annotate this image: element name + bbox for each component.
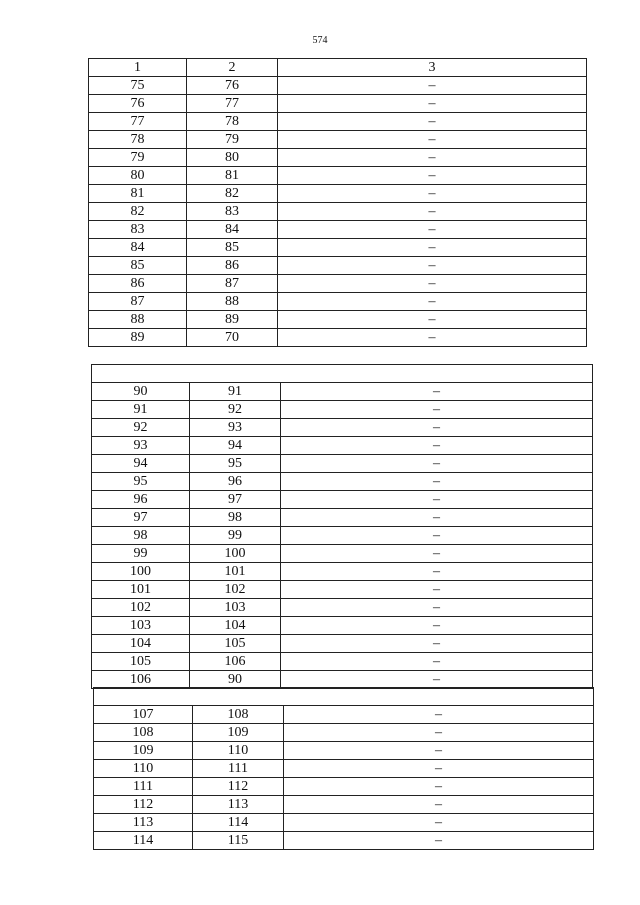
table-cell-col-2: 89 bbox=[187, 311, 278, 329]
table-cell-col-2: 96 bbox=[190, 473, 281, 491]
table-cell-col-1: 87 bbox=[89, 293, 187, 311]
table-cell-col-1: 109 bbox=[94, 742, 193, 760]
data-table-section-3 bbox=[93, 687, 594, 850]
table-cell-col-1: 104 bbox=[92, 635, 190, 653]
table-cell-col-1: 101 bbox=[92, 581, 190, 599]
table-cell-col-3: – bbox=[278, 239, 587, 257]
table-cell-col-1: 114 bbox=[94, 832, 193, 850]
table-cell-col-1: 94 bbox=[92, 455, 190, 473]
table-row bbox=[94, 778, 594, 796]
table-row bbox=[92, 581, 593, 599]
table-body bbox=[92, 365, 593, 689]
table-row bbox=[92, 563, 593, 581]
table-body bbox=[94, 688, 594, 850]
table-cell-col-3: – bbox=[284, 796, 594, 814]
section-separator-row bbox=[94, 688, 594, 706]
table-cell-col-2: 102 bbox=[190, 581, 281, 599]
table-row bbox=[92, 599, 593, 617]
table-row bbox=[89, 113, 587, 131]
table-cell-col-3: – bbox=[278, 167, 587, 185]
table-cell-col-2: 88 bbox=[187, 293, 278, 311]
table-row bbox=[94, 742, 594, 760]
section-separator bbox=[94, 688, 594, 706]
table-cell-col-3: – bbox=[281, 455, 593, 473]
table-cell-col-3: – bbox=[278, 131, 587, 149]
table-cell-col-1: 99 bbox=[92, 545, 190, 563]
table-cell-col-2: 113 bbox=[193, 796, 284, 814]
table-cell-col-2: 100 bbox=[190, 545, 281, 563]
table-cell-col-2: 93 bbox=[190, 419, 281, 437]
table-row bbox=[89, 239, 587, 257]
table-row bbox=[94, 706, 594, 724]
table-cell-col-3: – bbox=[281, 671, 593, 689]
table-cell-col-1: 75 bbox=[89, 77, 187, 95]
table-row bbox=[89, 167, 587, 185]
table-cell-col-2: 70 bbox=[187, 329, 278, 347]
table-cell-col-3: – bbox=[278, 329, 587, 347]
table-cell-col-1: 91 bbox=[92, 401, 190, 419]
table-cell-col-2: 86 bbox=[187, 257, 278, 275]
table-row bbox=[92, 617, 593, 635]
table-cell-col-2: 114 bbox=[193, 814, 284, 832]
table-cell-col-2: 94 bbox=[190, 437, 281, 455]
table-cell-col-1: 98 bbox=[92, 527, 190, 545]
table-cell-col-2: 105 bbox=[190, 635, 281, 653]
table-cell-col-3: – bbox=[278, 221, 587, 239]
table-cell-col-2: 109 bbox=[193, 724, 284, 742]
table-row bbox=[92, 635, 593, 653]
table-cell-col-1: 90 bbox=[92, 383, 190, 401]
table-cell-col-2: 104 bbox=[190, 617, 281, 635]
table-cell-col-1: 112 bbox=[94, 796, 193, 814]
table-cell-col-2: 78 bbox=[187, 113, 278, 131]
table-cell-col-1: 100 bbox=[92, 563, 190, 581]
table-cell-col-3: – bbox=[281, 545, 593, 563]
table-cell-col-1: 88 bbox=[89, 311, 187, 329]
table-body bbox=[89, 59, 587, 347]
table-cell-col-1: 106 bbox=[92, 671, 190, 689]
table-cell-col-2: 101 bbox=[190, 563, 281, 581]
table-cell-col-2: 85 bbox=[187, 239, 278, 257]
table-cell-col-1: 102 bbox=[92, 599, 190, 617]
table-cell-col-2: 106 bbox=[190, 653, 281, 671]
table-cell-col-2: 98 bbox=[190, 509, 281, 527]
table-row bbox=[92, 401, 593, 419]
data-table-section-2 bbox=[91, 364, 593, 689]
table-cell-col-1: 110 bbox=[94, 760, 193, 778]
table-cell-col-1: 92 bbox=[92, 419, 190, 437]
table-row bbox=[89, 77, 587, 95]
table-row bbox=[89, 185, 587, 203]
table-cell-col-1: 107 bbox=[94, 706, 193, 724]
table-row bbox=[92, 653, 593, 671]
table-cell-col-3: – bbox=[278, 203, 587, 221]
table-cell-col-2: 76 bbox=[187, 77, 278, 95]
table-cell-col-3: – bbox=[278, 257, 587, 275]
table-cell-col-2: 112 bbox=[193, 778, 284, 796]
table-cell-col-2: 99 bbox=[190, 527, 281, 545]
table-cell-col-3: – bbox=[281, 509, 593, 527]
table-cell-col-3: – bbox=[284, 706, 594, 724]
table-cell-col-1: 80 bbox=[89, 167, 187, 185]
table-cell-col-3: – bbox=[278, 293, 587, 311]
table-cell-col-3: – bbox=[281, 581, 593, 599]
table-cell-col-1: 103 bbox=[92, 617, 190, 635]
column-header-3: 3 bbox=[278, 59, 587, 77]
table-cell-col-3: – bbox=[284, 778, 594, 796]
table-row bbox=[89, 293, 587, 311]
table-row bbox=[92, 527, 593, 545]
table-row bbox=[94, 832, 594, 850]
table-row bbox=[92, 419, 593, 437]
table-cell-col-2: 110 bbox=[193, 742, 284, 760]
table-cell-col-3: – bbox=[278, 95, 587, 113]
table-row bbox=[89, 257, 587, 275]
table-cell-col-1: 83 bbox=[89, 221, 187, 239]
table-row bbox=[89, 149, 587, 167]
table-cell-col-2: 80 bbox=[187, 149, 278, 167]
table-cell-col-3: – bbox=[281, 419, 593, 437]
table-cell-col-3: – bbox=[281, 527, 593, 545]
table-cell-col-2: 87 bbox=[187, 275, 278, 293]
table-cell-col-3: – bbox=[278, 77, 587, 95]
table-cell-col-1: 84 bbox=[89, 239, 187, 257]
table-row bbox=[92, 671, 593, 689]
table-row bbox=[89, 203, 587, 221]
table-row bbox=[89, 95, 587, 113]
table-row bbox=[89, 131, 587, 149]
table-cell-col-1: 85 bbox=[89, 257, 187, 275]
table-cell-col-2: 111 bbox=[193, 760, 284, 778]
table-cell-col-3: – bbox=[281, 401, 593, 419]
table-cell-col-2: 115 bbox=[193, 832, 284, 850]
table-cell-col-1: 96 bbox=[92, 491, 190, 509]
table-cell-col-2: 108 bbox=[193, 706, 284, 724]
table-row bbox=[89, 329, 587, 347]
table-cell-col-3: – bbox=[281, 635, 593, 653]
table-cell-col-1: 81 bbox=[89, 185, 187, 203]
table-cell-col-2: 91 bbox=[190, 383, 281, 401]
table-cell-col-2: 82 bbox=[187, 185, 278, 203]
table-cell-col-3: – bbox=[281, 437, 593, 455]
table-cell-col-1: 86 bbox=[89, 275, 187, 293]
table-cell-col-3: – bbox=[278, 113, 587, 131]
table-row bbox=[92, 545, 593, 563]
table-cell-col-3: – bbox=[278, 275, 587, 293]
table-cell-col-3: – bbox=[278, 149, 587, 167]
table-cell-col-1: 89 bbox=[89, 329, 187, 347]
table-cell-col-3: – bbox=[284, 814, 594, 832]
header-row bbox=[89, 59, 587, 77]
table-cell-col-3: – bbox=[284, 832, 594, 850]
table-row bbox=[92, 473, 593, 491]
table-row bbox=[89, 275, 587, 293]
table-cell-col-1: 113 bbox=[94, 814, 193, 832]
table-cell-col-3: – bbox=[278, 185, 587, 203]
table-cell-col-2: 83 bbox=[187, 203, 278, 221]
page-number: 574 bbox=[312, 35, 328, 46]
table-cell-col-3: – bbox=[281, 563, 593, 581]
table-cell-col-3: – bbox=[284, 760, 594, 778]
table-cell-col-3: – bbox=[281, 653, 593, 671]
table-cell-col-1: 77 bbox=[89, 113, 187, 131]
table-cell-col-1: 76 bbox=[89, 95, 187, 113]
table-cell-col-3: – bbox=[281, 599, 593, 617]
table-cell-col-3: – bbox=[284, 724, 594, 742]
table-cell-col-1: 111 bbox=[94, 778, 193, 796]
table-cell-col-2: 90 bbox=[190, 671, 281, 689]
table-row bbox=[94, 724, 594, 742]
table-cell-col-3: – bbox=[284, 742, 594, 760]
table-cell-col-2: 97 bbox=[190, 491, 281, 509]
table-cell-col-3: – bbox=[281, 491, 593, 509]
table-cell-col-2: 77 bbox=[187, 95, 278, 113]
table-cell-col-1: 79 bbox=[89, 149, 187, 167]
section-separator-row bbox=[92, 365, 593, 383]
table-row bbox=[92, 383, 593, 401]
table-cell-col-1: 78 bbox=[89, 131, 187, 149]
table-cell-col-2: 79 bbox=[187, 131, 278, 149]
table-row bbox=[89, 221, 587, 239]
table-cell-col-1: 93 bbox=[92, 437, 190, 455]
table-cell-col-2: 95 bbox=[190, 455, 281, 473]
table-cell-col-1: 97 bbox=[92, 509, 190, 527]
table-cell-col-3: – bbox=[281, 383, 593, 401]
table-cell-col-1: 105 bbox=[92, 653, 190, 671]
data-table-section-1 bbox=[88, 58, 587, 347]
table-row bbox=[92, 455, 593, 473]
table-row bbox=[92, 437, 593, 455]
table-cell-col-1: 108 bbox=[94, 724, 193, 742]
table-cell-col-2: 92 bbox=[190, 401, 281, 419]
column-header-2: 2 bbox=[187, 59, 278, 77]
table-row bbox=[94, 814, 594, 832]
table-row bbox=[94, 760, 594, 778]
table-cell-col-2: 84 bbox=[187, 221, 278, 239]
section-separator bbox=[92, 365, 593, 383]
table-row bbox=[92, 509, 593, 527]
table-cell-col-3: – bbox=[281, 473, 593, 491]
table-row bbox=[94, 796, 594, 814]
table-cell-col-3: – bbox=[278, 311, 587, 329]
table-cell-col-1: 82 bbox=[89, 203, 187, 221]
table-row bbox=[89, 311, 587, 329]
column-header-1: 1 bbox=[89, 59, 187, 77]
table-row bbox=[92, 491, 593, 509]
table-cell-col-2: 81 bbox=[187, 167, 278, 185]
table-cell-col-2: 103 bbox=[190, 599, 281, 617]
table-cell-col-3: – bbox=[281, 617, 593, 635]
table-cell-col-1: 95 bbox=[92, 473, 190, 491]
